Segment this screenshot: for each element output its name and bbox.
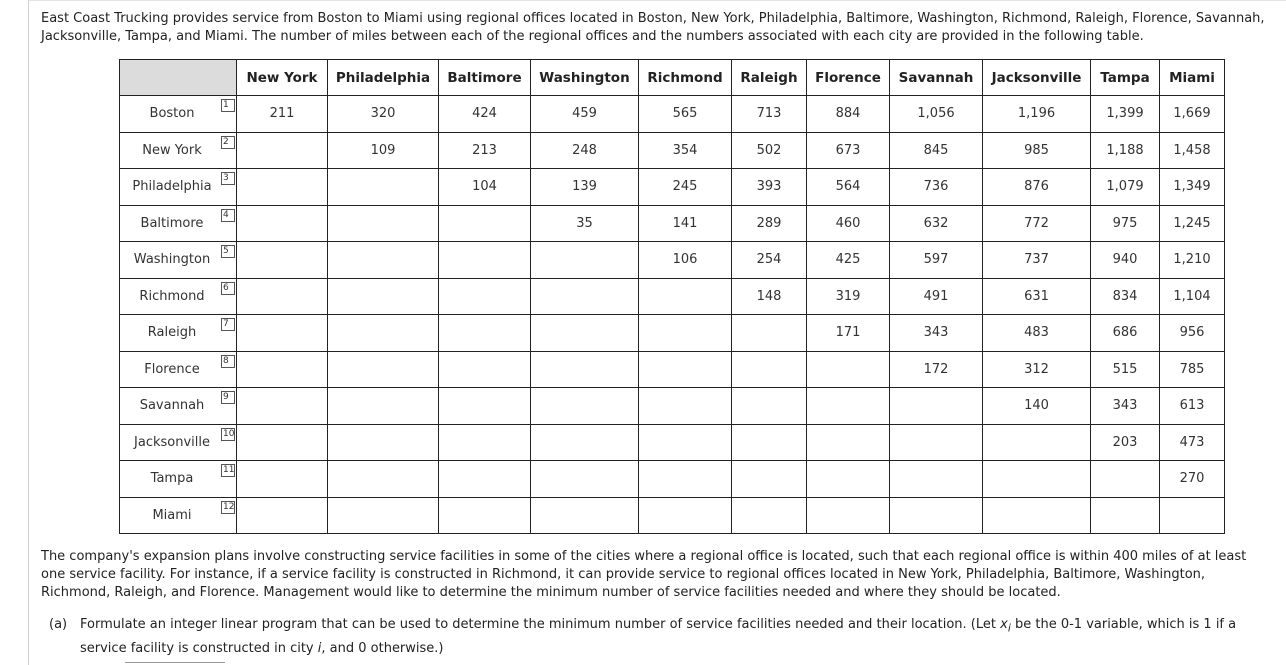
row-city-cell: [120, 315, 237, 352]
distance-cell: [237, 205, 328, 242]
distance-cell: [639, 497, 732, 534]
distance-cell: 1,349: [1160, 169, 1225, 206]
distance-cell: 1,210: [1160, 242, 1225, 279]
row-city-cell: [120, 96, 237, 133]
distance-cell: [983, 461, 1091, 498]
distance-cell: 1,104: [1160, 278, 1225, 315]
distance-cell: 834: [1091, 278, 1160, 315]
city-index-box: 11: [223, 465, 235, 475]
distance-cell: [439, 278, 531, 315]
distance-cell: [237, 169, 328, 206]
distance-cell: 213: [439, 132, 531, 169]
distance-cell: [531, 278, 639, 315]
distance-cell: 736: [890, 169, 983, 206]
distance-cell: [237, 497, 328, 534]
distance-cell: 245: [639, 169, 732, 206]
row-city-cell: [120, 169, 237, 206]
distance-cell: 320: [328, 96, 439, 133]
city-index-box: 5: [221, 245, 235, 258]
distance-cell: [237, 278, 328, 315]
table-row: [120, 242, 1225, 279]
distance-cell: 104: [439, 169, 531, 206]
distance-cell: 1,458: [1160, 132, 1225, 169]
distance-cell: 473: [1160, 424, 1225, 461]
table-row: [120, 388, 1225, 425]
row-city-cell: [120, 132, 237, 169]
distance-cell: [531, 424, 639, 461]
distance-cell: [328, 315, 439, 352]
distance-cell: [732, 424, 807, 461]
distance-cell: [639, 461, 732, 498]
city-index-box: 6: [221, 282, 235, 295]
city-index-box: 12: [223, 501, 235, 512]
city-name: Savannah: [139, 398, 205, 414]
row-city-cell: [120, 461, 237, 498]
distance-cell: [237, 315, 328, 352]
distance-cell: 289: [732, 205, 807, 242]
distance-cell: [439, 424, 531, 461]
distance-cell: 1,079: [1091, 169, 1160, 206]
part-a-question: [49, 615, 1269, 659]
city-index-box: 10: [223, 428, 235, 439]
distance-cell: 613: [1160, 388, 1225, 425]
distance-cell: [237, 461, 328, 498]
table-row: [120, 169, 1225, 206]
city-name: Philadelphia: [132, 179, 212, 195]
distance-cell: [890, 497, 983, 534]
distance-cell: 985: [983, 132, 1091, 169]
city-name: Tampa: [150, 471, 194, 487]
part-a-text-after: , and 0 otherwise.): [321, 640, 444, 656]
distance-cell: 140: [983, 388, 1091, 425]
expansion-paragraph: The company's expansion plans involve constructing service facilities in some of the cities where a regional office is located, such that each regional office is within 400 miles of at least one service facility. For instance, if a service facility is constructed in Richmond, it can provide service to regional offices located in New York, Philadelphia, Baltimore, Washington, Richmond, Raleigh, and Florence. Management would like to determine the minimum number of service facilities needed and where they should be located.: [41, 549, 1247, 600]
city-name: Richmond: [139, 288, 205, 304]
row-city-cell: [120, 424, 237, 461]
table-row: [120, 351, 1225, 388]
table-row: [120, 461, 1225, 498]
city-name: Miami: [152, 507, 192, 523]
distance-cell: [732, 315, 807, 352]
variable-x: x: [1000, 617, 1008, 632]
mileage-table: [119, 59, 1225, 534]
distance-cell: [237, 351, 328, 388]
distance-cell: 424: [439, 96, 531, 133]
distance-cell: [237, 424, 328, 461]
distance-cell: 772: [983, 205, 1091, 242]
distance-cell: [732, 388, 807, 425]
distance-cell: [983, 497, 1091, 534]
distance-cell: 148: [732, 278, 807, 315]
distance-cell: [531, 242, 639, 279]
distance-cell: 785: [1160, 351, 1225, 388]
distance-cell: [328, 461, 439, 498]
city-index-box: 7: [221, 318, 235, 331]
distance-cell: 460: [807, 205, 890, 242]
column-header: Washington: [531, 60, 639, 96]
city-index-box: 1: [221, 99, 235, 112]
distance-cell: 254: [732, 242, 807, 279]
distance-cell: [1091, 497, 1160, 534]
part-a-text: [80, 615, 1269, 659]
distance-cell: 203: [1091, 424, 1160, 461]
distance-cell: 141: [639, 205, 732, 242]
distance-cell: [531, 388, 639, 425]
distance-cell: 515: [1091, 351, 1160, 388]
distance-cell: [531, 315, 639, 352]
distance-cell: [531, 351, 639, 388]
distance-cell: 597: [890, 242, 983, 279]
table-row: [120, 315, 1225, 352]
table-body: [120, 96, 1225, 534]
distance-cell: [439, 242, 531, 279]
intro-paragraph: East Coast Trucking provides service from Boston to Miami using regional offices located in Boston, New York, Philadelphia, Baltimore, Washington, Richmond, Raleigh, Florence, Savannah, Jacksonville, Tampa, and Miami. The number of miles between each of the regional offices and the numbers associated with each city are provided in the following table.: [41, 11, 1265, 44]
row-city-cell: [120, 278, 237, 315]
distance-cell: 491: [890, 278, 983, 315]
distance-cell: 737: [983, 242, 1091, 279]
distance-cell: 686: [1091, 315, 1160, 352]
column-header: Raleigh: [732, 60, 807, 96]
distance-cell: 1,196: [983, 96, 1091, 133]
distance-cell: 632: [890, 205, 983, 242]
distance-cell: 876: [983, 169, 1091, 206]
distance-cell: [328, 424, 439, 461]
distance-cell: [328, 497, 439, 534]
city-name: Raleigh: [147, 325, 197, 341]
distance-cell: 171: [807, 315, 890, 352]
column-header: Miami: [1160, 60, 1225, 96]
distance-cell: [328, 388, 439, 425]
city-index-box: 4: [221, 209, 235, 222]
answer-area-edge: [125, 662, 225, 663]
part-a-label: (a): [49, 617, 68, 632]
city-index-box: 8: [221, 355, 235, 368]
city-index-box: 2: [221, 136, 235, 149]
distance-cell: [328, 242, 439, 279]
distance-cell: [732, 461, 807, 498]
distance-cell: [237, 388, 328, 425]
distance-cell: 211: [237, 96, 328, 133]
distance-cell: 109: [328, 132, 439, 169]
row-city-cell: [120, 388, 237, 425]
distance-cell: 139: [531, 169, 639, 206]
distance-cell: 343: [890, 315, 983, 352]
distance-cell: [807, 351, 890, 388]
city-name: New York: [142, 142, 202, 158]
distance-cell: [890, 461, 983, 498]
distance-cell: [328, 169, 439, 206]
distance-cell: 956: [1160, 315, 1225, 352]
distance-cell: 1,188: [1091, 132, 1160, 169]
distance-cell: 312: [983, 351, 1091, 388]
distance-cell: 713: [732, 96, 807, 133]
city-name: Boston: [149, 106, 195, 122]
distance-cell: 354: [639, 132, 732, 169]
distance-cell: [807, 461, 890, 498]
distance-cell: [237, 132, 328, 169]
distance-cell: [531, 497, 639, 534]
distance-cell: [439, 388, 531, 425]
row-city-cell: [120, 497, 237, 534]
distance-cell: 319: [807, 278, 890, 315]
city-index-box: 3: [221, 172, 235, 185]
table-row: [120, 497, 1225, 534]
distance-cell: 425: [807, 242, 890, 279]
distance-cell: [328, 278, 439, 315]
part-a-text-before: Formulate an integer linear program that can be used to determine the minimum number of service facilities needed and their location. (Let: [80, 617, 1001, 632]
column-header: Savannah: [890, 60, 983, 96]
distance-cell: [983, 424, 1091, 461]
distance-cell: 106: [639, 242, 732, 279]
distance-cell: 1,056: [890, 96, 983, 133]
column-header: Philadelphia: [328, 60, 439, 96]
distance-cell: [1091, 461, 1160, 498]
distance-cell: [439, 351, 531, 388]
distance-cell: [328, 351, 439, 388]
row-city-cell: [120, 351, 237, 388]
distance-cell: 343: [1091, 388, 1160, 425]
distance-cell: 393: [732, 169, 807, 206]
distance-cell: 483: [983, 315, 1091, 352]
distance-cell: [439, 315, 531, 352]
distance-cell: 975: [1091, 205, 1160, 242]
variable-subscript: i: [1007, 621, 1011, 635]
distance-cell: 564: [807, 169, 890, 206]
table-row: [120, 96, 1225, 133]
distance-cell: 270: [1160, 461, 1225, 498]
distance-cell: 1,245: [1160, 205, 1225, 242]
table-row: [120, 132, 1225, 169]
distance-cell: [639, 424, 732, 461]
distance-cell: 1,669: [1160, 96, 1225, 133]
distance-cell: 884: [807, 96, 890, 133]
row-city-cell: [120, 205, 237, 242]
distance-cell: [639, 315, 732, 352]
column-header: Tampa: [1091, 60, 1160, 96]
column-header: Baltimore: [439, 60, 531, 96]
distance-cell: [639, 388, 732, 425]
distance-cell: 940: [1091, 242, 1160, 279]
distance-cell: [1160, 497, 1225, 534]
city-i: i: [317, 640, 322, 656]
distance-cell: 248: [531, 132, 639, 169]
distance-cell: 673: [807, 132, 890, 169]
table-row: [120, 278, 1225, 315]
distance-cell: 565: [639, 96, 732, 133]
column-header: Richmond: [639, 60, 732, 96]
city-name: Florence: [144, 361, 200, 377]
distance-cell: [237, 242, 328, 279]
distance-cell: 502: [732, 132, 807, 169]
distance-cell: [439, 461, 531, 498]
distance-cell: 459: [531, 96, 639, 133]
distance-cell: [890, 388, 983, 425]
table-row: [120, 205, 1225, 242]
column-header: New York: [237, 60, 328, 96]
distance-cell: 845: [890, 132, 983, 169]
table-header-row: [120, 60, 1225, 96]
column-header: Florence: [807, 60, 890, 96]
distance-cell: [439, 205, 531, 242]
table-corner-cell: [120, 60, 237, 96]
distance-cell: 631: [983, 278, 1091, 315]
column-header: Jacksonville: [983, 60, 1091, 96]
distance-cell: [890, 424, 983, 461]
distance-cell: [807, 388, 890, 425]
row-city-cell: [120, 242, 237, 279]
part-a-text-mid: be the 0-1 variable, which is 1 if a service facility is constructed in city: [80, 617, 1237, 656]
distance-cell: [807, 424, 890, 461]
distance-cell: [732, 351, 807, 388]
distance-cell: 35: [531, 205, 639, 242]
distance-cell: [328, 205, 439, 242]
distance-cell: [732, 497, 807, 534]
distance-cell: [439, 497, 531, 534]
distance-cell: 1,399: [1091, 96, 1160, 133]
city-name: Jacksonville: [134, 434, 210, 450]
distance-cell: [807, 497, 890, 534]
table-row: [120, 424, 1225, 461]
distance-cell: 172: [890, 351, 983, 388]
city-index-box: 9: [221, 391, 235, 404]
distance-cell: [531, 461, 639, 498]
distance-cell: [639, 351, 732, 388]
city-name: Baltimore: [140, 215, 204, 231]
distance-cell: [639, 278, 732, 315]
city-name: Washington: [133, 252, 211, 268]
